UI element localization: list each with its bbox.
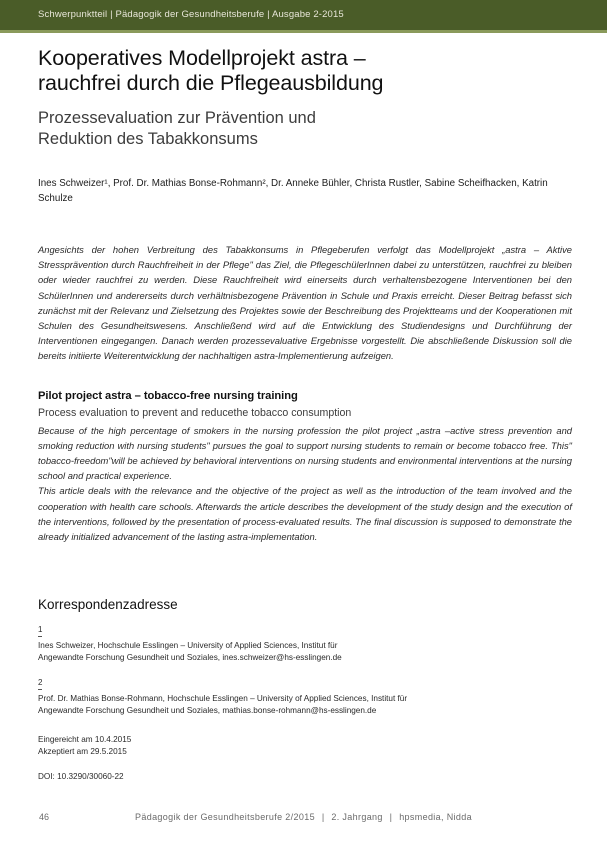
article-content [38, 46, 572, 783]
abstract-english-paragraph-1: Because of the high percentage of smokers in the nursing profession the pilot project „astra –active stress prevention and smoking reduction with nursing students" pursues the goal to support nursing students to remain or become tobacco free. This" tobacco-freedom"will be achieved by behavioral interventions on nursing students and environmental interventions at the nursing school and practical experience. [38, 424, 572, 482]
author-list: Ines Schweizer¹, Prof. Dr. Mathias Bonse-Rohmann², Dr. Anneke Bühler, Christa Rustler, Sabine Scheifhacken, Katrin Schulze [38, 178, 548, 204]
footer-separator: | [389, 812, 393, 822]
english-subheading: Process evaluation to prevent and reducethe tobacco consumption [38, 406, 352, 419]
correspondence-address-line-2[interactable]: Angewandte Forschung Gesundheit und Soziales, ines.schweizer@hs-esslingen.de [38, 653, 342, 663]
page-number: 46 [39, 812, 50, 822]
correspondence-address [38, 693, 572, 717]
correspondence-entry [38, 672, 572, 717]
english-heading: Pilot project astra – tobacco-free nursing training [38, 389, 298, 402]
footnote-marker: 2 [38, 678, 42, 690]
correspondence-heading: Korrespondenzadresse [38, 597, 178, 613]
english-abstract-block [38, 390, 572, 545]
page-footer [0, 812, 607, 828]
article-title [38, 46, 572, 96]
article-subtitle-line-1: Prozessevaluation zur Prävention und [38, 109, 316, 127]
correspondence-address-line-1: Prof. Dr. Mathias Bonse-Rohmann, Hochschule Esslingen – University of Applied Sciences, Institut für [38, 694, 408, 704]
header-band-text: Schwerpunktteil | Pädagogik der Gesundheitsberufe | Ausgabe 2-2015 [38, 9, 344, 20]
footer-citation [0, 812, 607, 822]
abstract-english [38, 423, 572, 545]
abstract-german: Angesichts der hohen Verbreitung des Tabakkonsums in Pflegeberufen verfolgt das Modellprojekt „astra – Aktive Stressprävention durch Rauchfreiheit in der Pflege" das Ziel, die PflegeschülerInnen dabei zu unterstützen, rauchfrei zu bleiben oder wieder rauchfrei zu werden. Diese Rauchfreiheit wird einerseits durch verhaltensbezogene Interventionen bei den SchülerInnen und andererseits durch verhältnisbezogene Prävention in Schule und Praxis erreicht. Dieser Beitrag befasst sich zunächst mit der Relevanz und Zielsetzung des Projektes sowie der Beschreibung des Projektteams und der Kooperationen mit Schulen des Gesundheitswesens. Anschließend wird auf die Entwicklung des Studiendesigns und Durchführung der Interventionen eingegangen. Danach werden prozessevaluative Ergebnisse vorgestellt. Die abschließende Diskussion soll die bereits initiierte Weiterentwicklung der nachhaltigen astra-Implementierung aufzeigen. [38, 244, 572, 362]
article-title-line-2: rauchfrei durch die Pflegeausbildung [38, 71, 384, 95]
footnote-marker: 1 [38, 625, 42, 637]
footer-journal: Pädagogik der Gesundheitsberufe 2/2015 [135, 812, 315, 822]
footer-separator: | [321, 812, 325, 822]
correspondence-address [38, 640, 572, 664]
accepted-date: Akzeptiert am 29.5.2015 [38, 746, 127, 756]
article-subtitle [38, 108, 572, 150]
footer-volume: 2. Jahrgang [331, 812, 383, 822]
submitted-date: Eingereicht am 10.4.2015 [38, 735, 132, 745]
header-band-rule [0, 30, 607, 33]
abstract-english-paragraph-2: This article deals with the relevance and the objective of the project as well as the introduction of the team involved and the cooperation with health care schools. Afterwards the article describes the development of the study design and the execution of the interventions, followed by the presentation of process-evaluated results. The final discussion is supposed to demonstrate the already initialized advancement of the lasting astra-implementation. [38, 485, 572, 543]
doi-line[interactable]: DOI: 10.3290/30060-22 [38, 772, 124, 782]
correspondence-entry [38, 619, 572, 664]
footer-publisher: hpsmedia, Nidda [399, 812, 472, 822]
correspondence-address-line-1: Ines Schweizer, Hochschule Esslingen – University of Applied Sciences, Institut für [38, 641, 338, 651]
correspondence-address-line-2[interactable]: Angewandte Forschung Gesundheit und Soziales, mathias.bonse-rohmann@hs-esslingen.de [38, 706, 377, 716]
correspondence-section [38, 597, 572, 783]
article-subtitle-line-2: Reduktion des Tabakkonsums [38, 130, 258, 148]
article-title-line-1: Kooperatives Modellprojekt astra – [38, 46, 366, 70]
submission-dates [38, 734, 572, 757]
